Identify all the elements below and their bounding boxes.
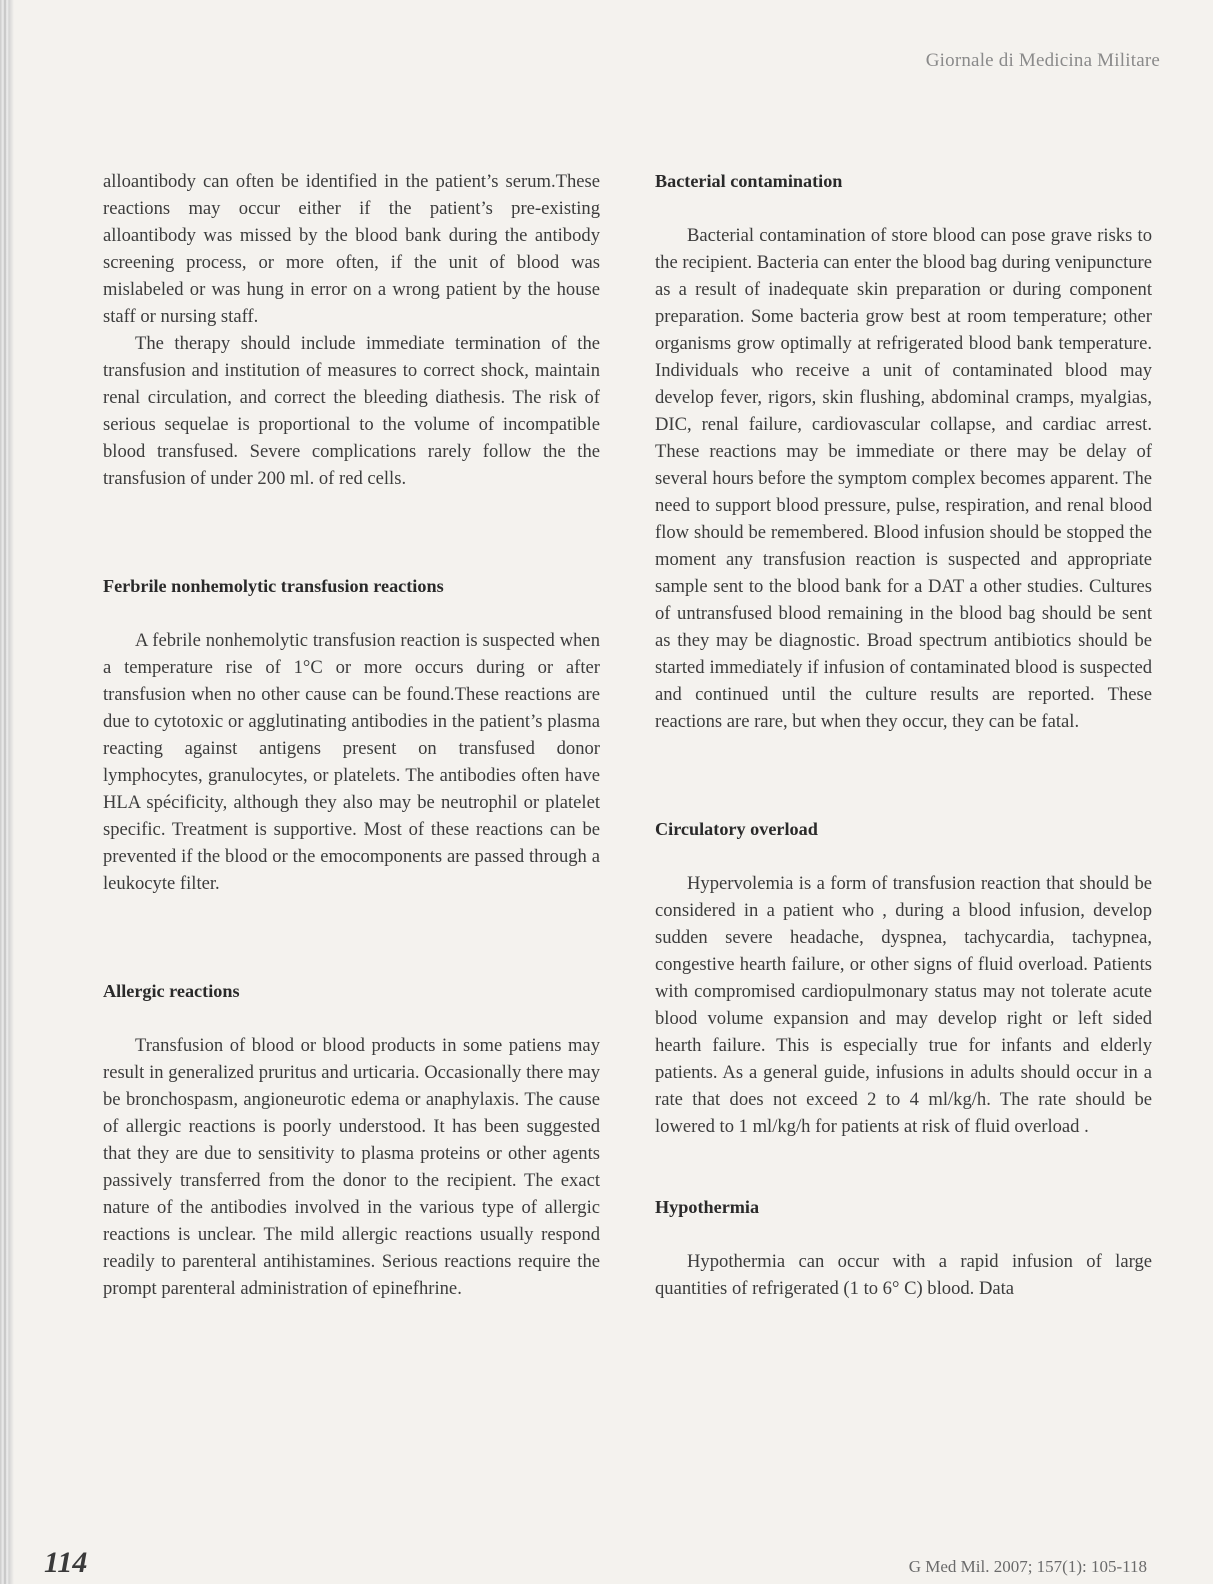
paragraph-circulatory: Hypervolemia is a form of transfusion reaction that should be considered in a patient who , during a blood infusion, develop sudden severe headache, dyspnea, tachycardia, tachypnea, congestive hearth failure, or other signs of fluid overload. Patients with compromised cardiopulmonary status may not tolerate acute blood volume expansion and may develop right or left sided hearth failure. This is especially true for infants and elderly patients. As a general guide, infusions in adults should occur in a rate that does not exceed 2 to 4 ml/kg/h. The rate should be lowered to 1 ml/kg/h for patients at risk of fluid overload . (655, 873, 1152, 1137)
paragraph-hypothermia: Hypothermia can occur with a rapid infusion of large quantities of refrigerated (1 to 6° C) blood. Data (655, 1251, 1152, 1299)
paragraph-febrile: A febrile nonhemolytic transfusion reaction is suspected when a temperature rise of 1°C or more occurs during or after transfusion when no other cause can be found.These reactions are due to cytotoxic or agglutinating antibodies in the patient’s plasma reacting against antigens present on transfused donor lymphocytes, granulocytes, or platelets. The antibodies often have HLA spécificity, although they also may be neutrophil or platelet specific. Treatment is supportive. Most of these reactions can be prevented if the blood or the emocomponents are passed through a leukocyte filter. (103, 630, 600, 894)
page-number: 114 (44, 1546, 88, 1579)
heading-febrile: Ferbrile nonhemolytic transfusion reactions (103, 576, 444, 596)
right-column (655, 168, 1152, 1302)
paragraph-allergic: Transfusion of blood or blood products in some patiens may result in generalized pruritus and urticaria. Occasionally there may be bronchospasm, angioneurotic edema or anaphylaxis. The cause of allergic reactions is poorly understood. It has been suggested that they are due to sensitivity to plasma proteins or other agents passively transferred from the donor to the recipient. The exact nature of the antibodies involved in the various type of allergic reactions is unclear. The mild allergic reactions usually respond readily to parenteral antihistamines. Serious reactions require the prompt parenteral administration of epinefhrine. (103, 1035, 600, 1299)
running-head: Giornale di Medicina Militare (925, 50, 1160, 71)
paragraph-therapy: The therapy should include immediate termination of the transfusion and institution of measures to correct shock, maintain renal circulation, and correct the bleeding diathesis. The risk of serious sequelae is proportional to the volume of incompatible blood transfused. Severe complications rarely follow the the transfusion of under 200 ml. of red cells. (103, 333, 600, 489)
left-column (103, 168, 600, 1302)
heading-hypothermia: Hypothermia (655, 1197, 760, 1217)
paragraph-bacterial: Bacterial contamination of store blood can pose grave risks to the recipient. Bacteria can enter the blood bag during venipuncture as a result of inadequate skin preparation or during component preparation. Some bacteria grow best at room temperature; other organisms grow optimally at refrigerated blood bank temperature. Individuals who receive a unit of contaminated blood may develop fever, rigors, skin flushing, abdominal cramps, myalgias, DIC, renal failure, cardiovascular collapse, and cardiac arrest. These reactions may be immediate or there may be delay of several hours before the symptom complex becomes apparent. The need to support blood pressure, pulse, respiration, and renal blood flow should be remembered. Blood infusion should be stopped the moment any transfusion reaction is suspected and appropriate sample sent to the blood bank for a DAT a other studies. Cultures of untransfused blood remaining in the blood bag should be sent as they may be diagnostic. Broad spectrum antibiotics should be started immediately if infusion of contaminated blood is suspected and continued until the culture results are reported. These reactions are rare, but when they occur, they can be fatal. (655, 225, 1152, 732)
citation: G Med Mil. 2007; 157(1): 105-118 (908, 1557, 1147, 1576)
heading-circulatory: Circulatory overload (655, 819, 818, 839)
page-binding-edge (0, 0, 14, 1584)
heading-allergic: Allergic reactions (103, 981, 240, 1001)
paragraph-continued: alloantibody can often be identified in the patient’s serum.These reactions may occur either if the patient’s pre-existing alloantibody was missed by the blood bank during the antibody screening process, or more often, if the unit of blood was mislabeled or was hung in error on a wrong patient by the house staff or nursing staff. (103, 171, 600, 327)
heading-bacterial: Bacterial contamination (655, 171, 843, 191)
